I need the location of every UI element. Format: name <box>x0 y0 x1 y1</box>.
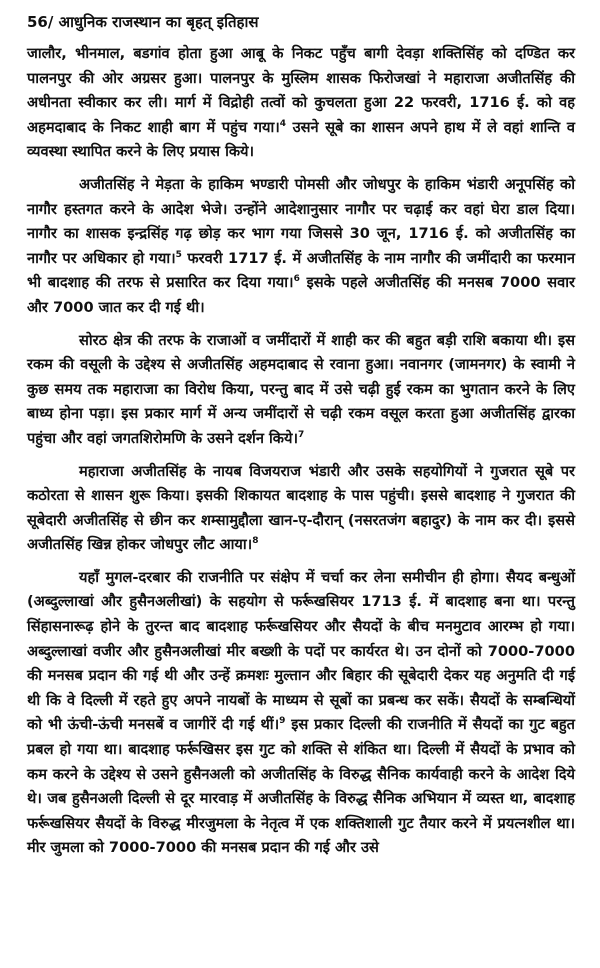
paragraph-text: इस प्रकार दिल्ली की राजनीति में सैयदों का गुट बहुत प्रबल हो गया था। बादशाह फर्रूखिसर इस गुट को शक्ति से शंकित था। दिल्ली में सैयदों के प्रभाव को कम करने के उद्देश्य से उसने हुसैनअली को अजीतसिंह के विरुद्ध सैनिक कार्यवाही करने के आदेश दिये थे। जब हुसैनअली दिल्ली से दूर मारवाड़ में अजीतसिंह के विरुद्ध सैनिक अभियान में व्यस्त था, बादशाह फर्रूखसियर सैयदों के विरुद्ध मीरजुमला के नेतृत्व में एक शक्तिशाली गुट तैयार करने में प्रयत्नशील था। मीर जुमला को 7000-7000 की मनसब प्रदान की गई और उसे <box>27 716 575 857</box>
paragraph-text: अजीतसिंह ने मेड़ता के हाकिम भण्डारी पोमसी और जोधपुर के हाकिम भंडारी अनूपसिंह को नागौर हस्तगत करने के आदेश भेजे। उन्होंने आदेशानुसार नागौर पर चढ़ाई कर वहां घेरा डाल दिया। नागौर का शासक इन्द्रसिंह गढ़ छोड़ कर भाग गया जिससे 30 जून, 1716 ई. को अजीतसिंह का नागौर पर अधिकार हो गया। <box>27 175 575 267</box>
paragraph-text: सोरठ क्षेत्र की तरफ के राजाओं व जमींदारों में शाही कर की बहुत बड़ी राशि बकाया थी। इस रकम की वसूली के उद्देश्य से अजीतसिंह अहमदाबाद से रवाना हुआ। नवानगर (जामनगर) के स्वामी ने कुछ समय तक महाराजा का विरोध किया, परन्तु बाद में उसे चढ़ी हुई रकम का भुगतान करने के लिए बाध्य होना पड़ा। इस प्रकार मार्ग में अन्य जमींदारों से चढ़ी रकम वसूल करता हुआ अजीतसिंह द्वारका पहुंचा और वहां जगतशिरोमणि के उसने दर्शन किये। <box>27 331 575 447</box>
running-header <box>27 12 575 32</box>
footnote-ref: 8 <box>252 536 259 547</box>
paragraph-3 <box>27 329 575 452</box>
footnote-ref: 4 <box>279 118 287 129</box>
paragraph-text: फरवरी 1717 ई. में अजीतसिंह के नाम नागौर की जमींदारी का फरमान भी बादशाह की तरफ से प्रसारित कर दिया गया। <box>27 249 575 292</box>
book-title: आधुनिक राजस्थान का बृहत् इतिहास <box>58 13 259 31</box>
paragraph-text: इसके पहले अजीतसिंह की मनसब 7000 सवार और 7000 जात कर दी गई थी। <box>27 274 575 316</box>
footnote-ref: 9 <box>279 716 286 727</box>
footnote-ref: 6 <box>293 274 300 285</box>
paragraph-2 <box>27 173 575 321</box>
paragraph-1 <box>27 42 575 165</box>
footnote-ref: 5 <box>175 249 182 260</box>
paragraph-text: जालौर, भीनमाल, बडगांव होता हुआ आबू के निकट पहुँच बागी देवड़ा शक्तिसिंह को दण्डित कर पालनपुर की ओर अग्रसर हुआ। पालनपुर के मुस्लिम शासक फिरोजखां ने महाराजा अजीतसिंह की अधीनता स्वीकार कर ली। मार्ग में विद्रोही तत्वों को कुचलता हुआ 22 फरवरी, 1716 ई. को वह अहमदाबाद के निकट शाही बाग में पहुंच गया। <box>27 45 575 136</box>
paragraph-4 <box>27 460 575 558</box>
paragraph-text: महाराजा अजीतसिंह के नायब विजयराज भंडारी और उसके सहयोगियों ने गुजरात सूबे पर कठोरता से शासन शुरू किया। इसकी शिकायत बादशाह के पास पहुंची। इससे बादशाह ने गुजरात की सूबेदारी अजीतसिंह से छीन कर शम्सामुद्दौला खान-ए-दौरान् (नसरतजंग बहादुर) के नाम कर दी। इससे अजीतसिंह खिन्न होकर जोधपुर लौट आया। <box>27 462 575 554</box>
paragraph-text: उसने सूबे का शासन अपने हाथ में ले वहां शान्ति व व्यवस्था स्थापित करने के लिए प्रयास किये। <box>27 118 575 161</box>
paragraph-5 <box>27 566 575 861</box>
footnote-ref: 7 <box>298 430 305 441</box>
paragraph-text: यहाँ मुगल-दरबार की राजनीति पर संक्षेप में चर्चा कर लेना समीचीन ही होगा। सैयद बन्धुओं (अब्दुल्लाखां और हुसैनअलीखां) के सहयोग से फर्रूखसियर 1713 ई. में बादशाह बना था। परन्तु सिंहासनारूढ़ होने के तुरन्त बाद बादशाह फर्रूखसियर और सैयदों के बीच मनमुटाव आरम्भ हो गया। अब्दुल्लाखां वजीर और हुसैनअलीखां मीर बख्शी के पदों पर कार्यरत थे। उन दोनों को 7000-7000 की मनसब प्रदान की गई थी और उन्हें क्रमशः मुल्तान और बिहार की सूबेदारी देकर यह अनुमति दी गई थी कि वे दिल्ली में रहते हुए अपने नायबों के माध्यम से सूबों का प्रबन्ध कर सकें। सैयदों के सम्बन्धियों को भी ऊंची-ऊंची मनसबें व जागीरें दी गई थीं। <box>27 568 575 734</box>
page-number: 56/ <box>27 13 54 31</box>
